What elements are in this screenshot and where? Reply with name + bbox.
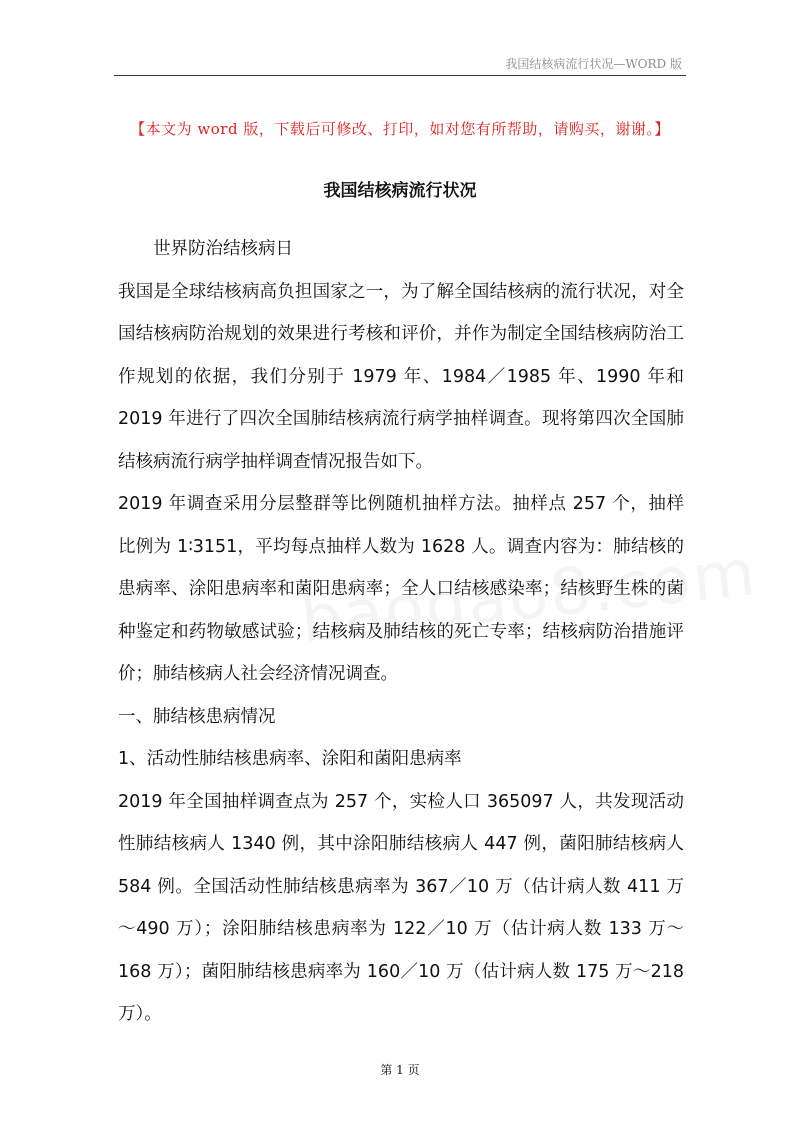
subsection-heading: 1、活动性肺结核患病率、涂阳和菌阳患病率	[118, 749, 462, 769]
document-title: 我国结核病流行状况	[323, 181, 477, 201]
paragraph: 2019 年全国抽样调查点为 257 个，实检人口 365097 人，共发现活动性肺结核病人 1340 例，其中涂阳肺结核病人 447 例，菌阳肺结核病人 584 例。全国活动性肺结核患病率为 367／10 万（估计病人数 411 万～490 万）；涂阳肺结核患病率为 122／10 万（估计病人数 133 万～168 万）；菌阳肺结核患病率为 160／10 万（估计病人数 175 万～218 万）。	[118, 791, 684, 1024]
running-header: 我国结核病流行状况—WORD 版	[505, 57, 682, 71]
section-heading: 世界防治结核病日	[153, 239, 293, 259]
download-notice: 【本文为 word 版，下载后可修改、打印，如对您有所帮助，请购买，谢谢。】	[130, 120, 670, 138]
section-heading: 一、肺结核患病情况	[118, 706, 276, 727]
page-number: 第 1 页	[380, 1063, 420, 1077]
header-divider	[114, 75, 686, 76]
paragraph: 我国是全球结核病高负担国家之一，为了解全国结核病的流行状况，对全国结核病防治规划的效果进行考核和评价，并作为制定全国结核病防治工作规划的依据，我们分别于 1979 年、1984／1985 年、1990 年和 2019 年进行了四次全国肺结核病流行病学抽样调查。现将第四次全国肺结核病流行病学抽样调查情况报告如下。	[118, 281, 684, 472]
document-body	[118, 228, 684, 1036]
paragraph: 2019 年调查采用分层整群等比例随机抽样方法。抽样点 257 个，抽样比例为 1∶3151，平均每点抽样人数为 1628 人。调查内容为：肺结核的患病率、涂阳患病率和菌阳患病率；全人口结核感染率；结核野生株的菌种鉴定和药物敏感试验；结核病及肺结核的死亡专率；结核病防治措施评价；肺结核病人社会经济情况调查。	[118, 494, 684, 684]
